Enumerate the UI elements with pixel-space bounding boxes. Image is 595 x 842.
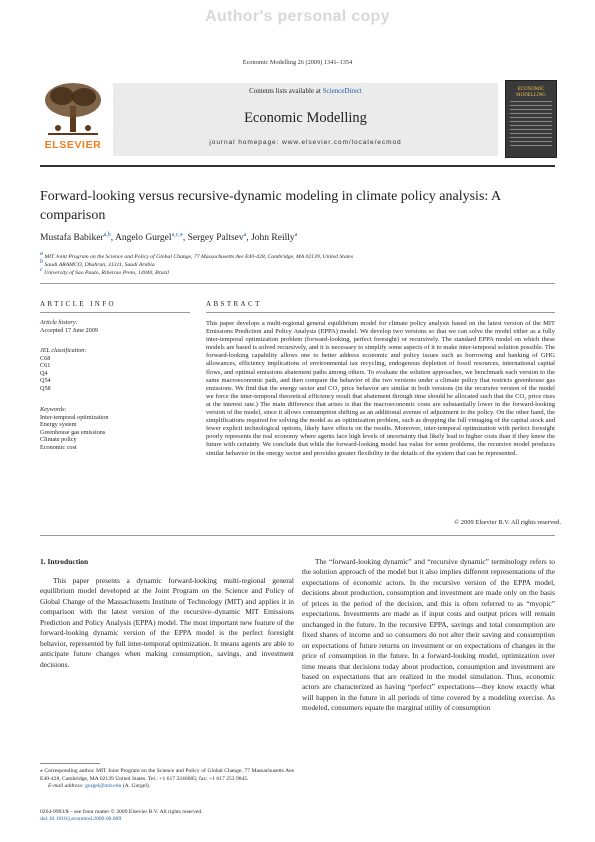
article-history [40,319,190,334]
journal-cover-thumbnail [505,80,557,158]
article-title: Forward-looking versus recursive-dynamic modeling in climate policy analysis: A comparison [40,189,501,223]
author-name[interactable]: Angelo Gurgel [114,233,172,244]
publisher-name: ELSEVIER [44,139,102,151]
affiliation-marker: c [40,267,43,273]
body-paragraph: This paper presents a dynamic forward-looking multi-regional general equilibrium model developed at the Joint Program on the Science and Policy of Global Change of the Massachusetts Institute of Technology (MIT) and applies it in comparison with the latest version of the recursive–dynamic MIT Emissions Prediction and Policy Analysis (EPPA) model. The most important new feature of the forward-looking dynamic version of the EPPA model is the perfect foresight behavior, represented by full inter-temporal optimization. It means agents are able to anticipate future changes when making consumption, savings, and investment decisions. [40,576,294,669]
jel-code: Q54 [40,377,51,385]
author-name[interactable]: John Reilly [251,233,295,244]
journal-name: Economic Modelling [244,110,367,126]
footnote-text: ⁎ Corresponding author. MIT Joint Program on the Science and Policy of Global Change, 77 Massachusetts Ave E40-428, Cambridge, MA 02139 United States. Tel.: +1 617 3246685; fax: +1 617 253 9845. [40,768,294,782]
header-rule [40,165,555,167]
author-name[interactable]: Mustafa Babiker [40,233,104,244]
abstract-text: This paper develops a multi-regional general equilibrium model for climate policy analysis based on the latest version of the MIT Emissions Prediction and Policy Analysis (EPPA) model. We develop two versions so that we can solve the model either as a fully inter-temporal optimization problem (forward-looking, perfect foresight) or recursively. The standard EPPA model on which these models are based is solved recursively, and it is necessary to simplify some aspects of it to make inter-temporal solution possible. The forward-looking capability allows one to better address economic and policy issues such as borrowing and banking of GHG allowances, efficiency implications of environmental tax recycling, endogenous depletion of fossil resources, international capital flows, and optimal emissions abatement paths among others. To evaluate the solution approaches, we benchmark each version to the same macroeconomic path, and then compare the behavior of the two versions under a climate policy that restricts greenhouse gas emissions. We find that the energy sector and CO₂ price behavior are similar in both versions (in the recursive version of the model we force the inter-temporal theoretical efficiency result that abatement through time should be allocated such that the CO₂ price rises at the interest rate.) The main difference that arises is that the macroeconomic costs are substantially lower in the forward-looking version of the model, since it allows consumption shifting as an additional avenue of adjustment to the policy. On the other hand, the simplifications required for solving the model as an optimization problem, such as dropping the full vintaging of the capital stock and fewer explicit technological options, likely have effects on the results. Moreover, inter-temporal optimization with perfect foresight poorly represents the real economy where agents face high levels of uncertainty that likely lead to higher costs than if they knew the future with certainty. We conclude that while the forward-looking model has value for some problems, the recursive model produces similar behavior in the energy sector and provides greater flexibility in the details of the system that can be represented. [206,320,555,457]
author-separator: , [246,233,252,244]
history-label: Article history: [40,319,78,326]
author-separator: , [110,233,115,244]
keywords-label: Keywords: [40,406,67,413]
jel-code: Q4 [40,369,48,377]
email-link[interactable]: gurgel@mit.edu [85,783,122,790]
jel-code: Q58 [40,384,51,392]
keywords [40,406,190,452]
sciencedirect-link[interactable]: ScienceDirect [322,87,362,95]
jel-code: C61 [40,362,51,370]
author-list [40,231,555,243]
footnote-rule [40,763,100,764]
journal-citation: Economic Modelling 26 (2009) 1341–1354 [242,59,353,66]
doi-link[interactable]: doi:10.1016/j.econmod.2009.06.009 [40,816,122,823]
cover-title: ECONOMIC MODELLING [516,87,546,98]
history-value: Accepted 17 June 2009 [40,326,98,334]
keyword: Energy system [40,421,77,429]
contents-prefix: Contents lists available at [249,87,323,95]
email-suffix: (A. Gurgel). [121,783,151,790]
body-paragraph: The “forward-looking dynamic” and “recursive dynamic” terminology refers to the solution approach of the model but it also implies different representations of the expectations of economic actors. In the recursive version of the EPPA model, decisions about production, consumption and investment are made only on the basis of prices in the period of the decision, and this is often referred to as “myopic” expectations. Investments are made as if input costs and output prices will remain unchanged in the future. In the recursive EPPA, savings and total consumption are fixed shares of income and so consumers do not alter their saving and consumption on expectations of future returns on investment or on expectations of changes in the price of consumption in the future. In a forward-looking model, optimization over time means that decisions today about production, consumption and investment are based on expectations that are realized in the model simulation. Thus, economic actors are characterized as having “perfect” expectations—they know exactly what will happen in the future in all periods of time covered by a modeling exercise. As modeled, consumers equate the marginal utility of consumption [302,557,555,713]
journal-homepage[interactable]: journal homepage: www.elsevier.com/locate/ecmod [209,139,402,146]
author-affiliation-marker: a [243,232,247,238]
body-rule [40,535,555,536]
keyword: Economic cost [40,443,77,451]
issn-line: 0264-9993/$ – see front matter © 2009 Elsevier B.V. All rights reserved. [40,809,203,815]
corresponding-author-footnote [40,768,294,791]
affiliation-text: University of Sao Paulo, Ribeirao Preto, 14040, Brazil [44,269,169,276]
email-label: E-mail address: [48,783,86,790]
keyword: Inter-temporal optimization [40,413,109,421]
author-affiliation-marker: a [294,232,298,238]
author-separator: , [182,233,188,244]
contents-line [113,87,498,95]
affiliation [40,267,555,276]
issn-block [40,809,294,824]
watermark: Author's personal copy [205,8,390,25]
abstract-copyright: © 2009 Elsevier B.V. All rights reserved. [454,519,561,526]
section-heading: 1. Introduction [40,557,89,566]
abstract-heading: ABSTRACT [206,300,262,308]
email-line [40,783,294,791]
keyword: Climate policy [40,436,77,444]
article-info-heading: ARTICLE INFO [40,300,117,308]
jel-label: JEL classification: [40,347,87,354]
keyword: Greenhouse gas emissions [40,428,106,436]
affiliation-text: Saudi ARAMCO, Dhahran, 31311, Saudi Arabia [44,261,155,268]
jel-code: C68 [40,354,51,362]
author-affiliation-marker: a,c,⁎ [171,232,183,238]
abstract-rule [206,312,555,313]
article-info-rule [40,312,190,313]
affiliation-text: MIT Joint Program on the Science and Policy of Global Change, 77 Massachusetts Ave E40-428, Cambridge, MA 02139, United States [44,253,354,260]
jel-classification [40,347,190,393]
affiliation-marker: b [40,259,43,265]
author-name[interactable]: Sergey Paltsev [187,233,244,244]
section-rule [40,283,555,284]
affiliation-marker: a [40,251,43,257]
author-affiliation-marker: a,b [103,232,111,238]
